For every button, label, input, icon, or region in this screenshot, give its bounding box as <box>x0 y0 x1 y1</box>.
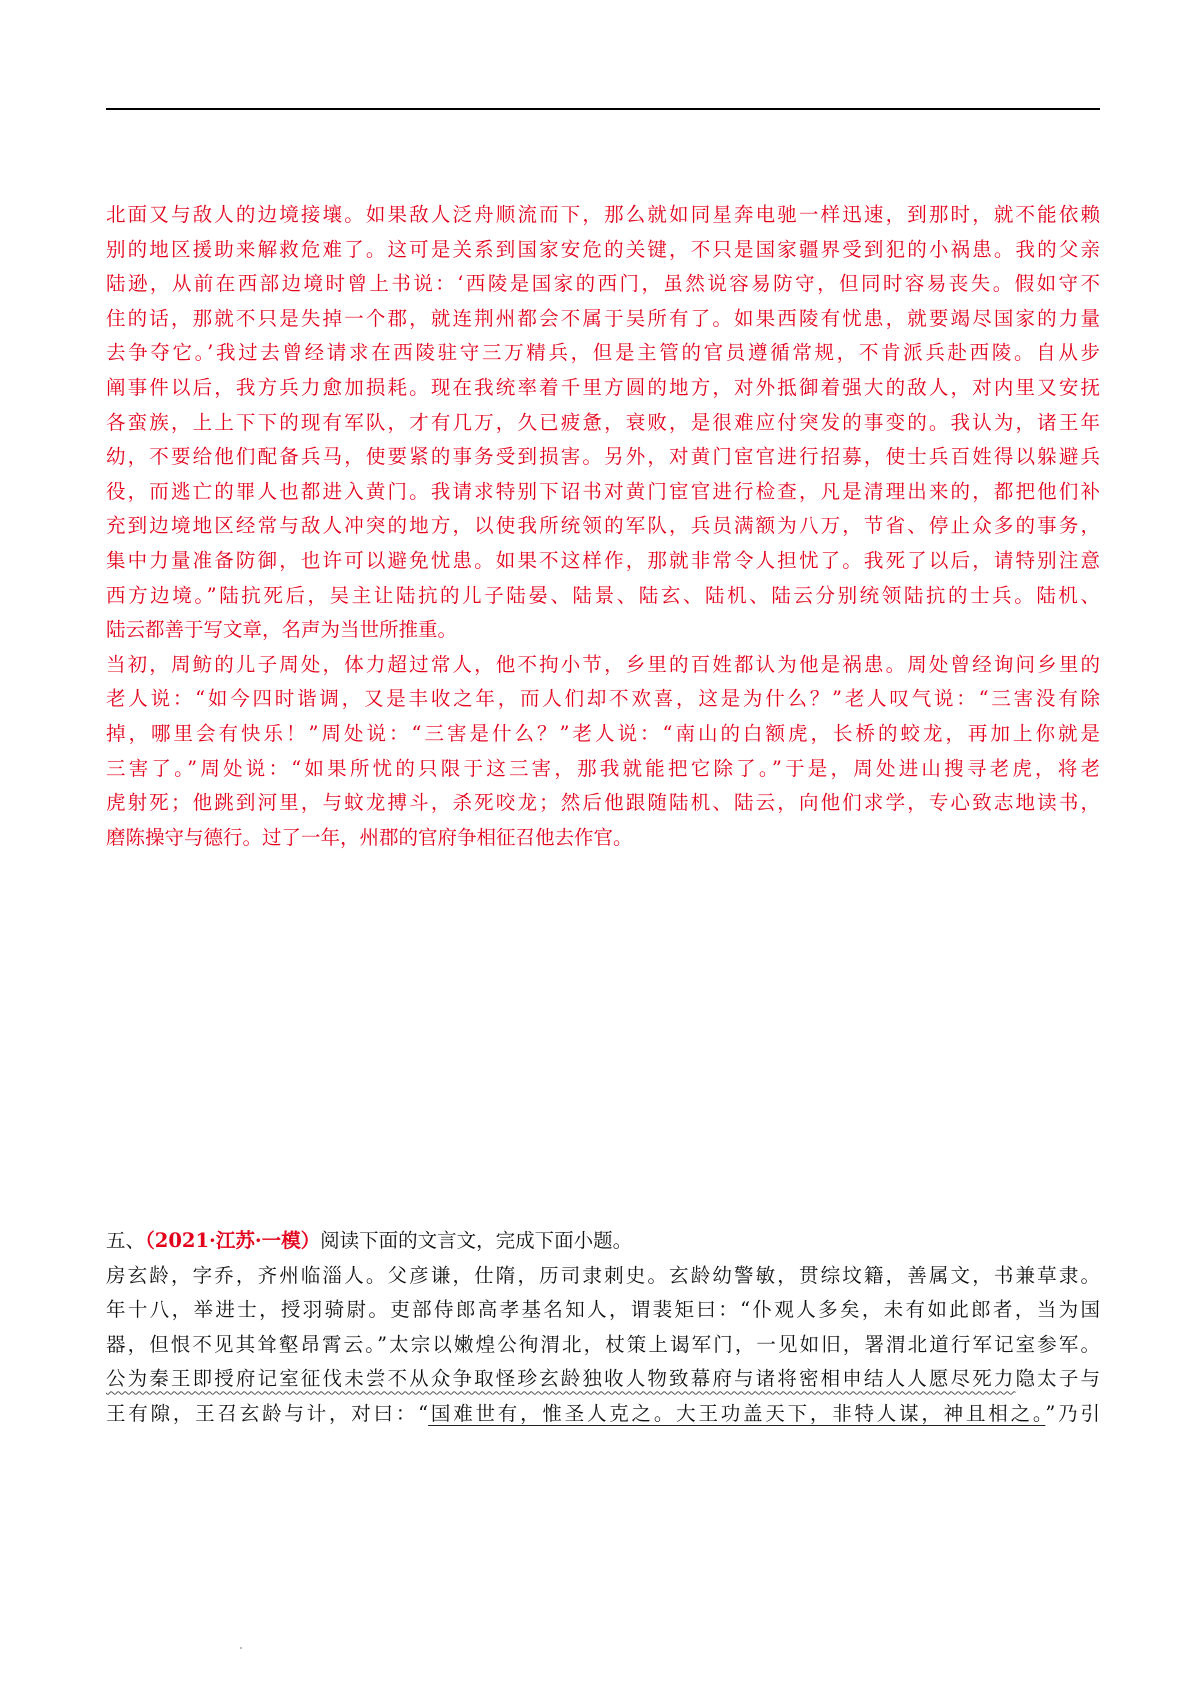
text-line: 三害了。”周处说：“如果所忧的只限于这三害，那我就能把它除了。”于是，周处进山搜寻老虎，将老 <box>106 756 1100 780</box>
text-line: 老人说：“如今四时谐调，又是丰收之年，而人们却不欢喜，这是为什么？”老人叹气说：“三害没有除 <box>106 687 1100 711</box>
passage-line <box>106 1362 1100 1397</box>
question-source: （2021·江苏·一模） <box>145 1229 321 1252</box>
passage-text: 王有隙，王召玄龄与计，对曰：“ <box>106 1401 429 1425</box>
text-line: 幼，不要给他们配备兵马，使要紧的事务受到损害。另外，对黄门宦官进行招募，使士兵百姓得以躲避兵 <box>106 445 1100 469</box>
text-line: 磨陈操守与德行。过了一年，州郡的官府争相征召他去作官。 <box>106 825 633 849</box>
translation-paragraph-1 <box>106 198 1100 648</box>
translation-section <box>106 198 1100 855</box>
text-line: 陆云都善于写文章，名声为当世所推重。 <box>106 618 458 642</box>
translation-paragraph-2 <box>106 648 1100 856</box>
text-line: 当初，周鲂的儿子周处，体力超过常人，他不拘小节，乡里的百姓都认为他是祸患。周处曾经询问乡里的 <box>106 652 1100 676</box>
text-line: 阐事件以后，我方兵力愈加损耗。现在我统率着千里方圆的地方，对外抵御着强大的敌人，对内里又安抚 <box>106 375 1100 399</box>
passage-text: 隐太子与 <box>1015 1367 1100 1391</box>
text-line: 集中力量准备防御，也许可以避免忧患。如果不这样作，那就非常令人担忧了。我死了以后，请特别注意 <box>106 548 1100 572</box>
passage-line: 房玄龄，字乔，齐州临淄人。父彦谦，仕隋，历司隶刺史。玄龄幼警敏，贯综坟籍，善属文，书兼草隶。 <box>106 1263 1100 1287</box>
text-line: 虎射死；他跳到河里，与蚊龙搏斗，杀死咬龙；然后他跟随陆机、陆云，向他们求学，专心致志地读书， <box>106 791 1100 815</box>
underlined-sentence: 国难世有，惟圣人克之。大王功盖天下，非特人谋，神且相之。 <box>428 1401 1046 1425</box>
wavy-underlined-text: 公为秦王即授府记室征伐未尝不从众争取怪珍玄龄独收人物致幕府与诸将密相申结人人愿尽死力 <box>106 1367 1016 1391</box>
passage-line: 年十八，举进士，授羽骑尉。吏部侍郎高孝基名知人，谓裴矩曰：“仆观人多矣，未有如此郎者，当为国 <box>106 1298 1100 1322</box>
text-line: 充到边境地区经常与敌人冲突的地方，以使我所统领的军队，兵员满额为八万，节省、停止众多的事务， <box>106 514 1100 538</box>
text-line: 去争夺它。’我过去曾经请求在西陵驻守三万精兵，但是主管的官员遵循常规，不肯派兵赴西陵。自从步 <box>106 341 1100 365</box>
header-rule <box>106 108 1100 110</box>
question-title <box>106 1224 1100 1259</box>
text-line: 北面又与敌人的边境接壤。如果敌人泛舟顺流而下，那么就如同星奔电驰一样迅速，到那时，就不能依赖 <box>106 203 1100 226</box>
question-number: 五、 <box>106 1229 146 1252</box>
text-line: 别的地区援助来解救危难了。这可是关系到国家安危的关键，不只是国家疆界受到犯的小祸患。我的父亲 <box>106 237 1100 261</box>
passage-text: ”乃引 <box>1045 1401 1100 1425</box>
passage-line <box>106 1397 1100 1432</box>
text-line: 住的话，那就不只是失掉一个郡，就连荆州都会不属于吴所有了。如果西陵有忧患，就要竭尽国家的力量 <box>106 306 1100 330</box>
question-instruction: 阅读下面的文言文，完成下面小题。 <box>320 1229 633 1252</box>
text-line: 西方边境。”陆抗死后，吴主让陆抗的儿子陆晏、陆景、陆玄、陆机、陆云分别统领陆抗的士兵。陆机、 <box>106 583 1100 607</box>
stray-dot <box>240 1647 242 1649</box>
text-line: 掉，哪里会有快乐！”周处说：“三害是什么？”老人说：“南山的白额虎，长桥的蛟龙，再加上你就是 <box>106 721 1100 745</box>
text-line: 役，而逃亡的罪人也都进入黄门。我请求特别下诏书对黄门宦官进行检查，凡是清理出来的，都把他们补 <box>106 479 1100 503</box>
text-line: 各蛮族，上上下下的现有军队，才有几万，久已疲惫，衰败，是很难应付突发的事变的。我认为，诸王年 <box>106 410 1100 434</box>
question-section <box>106 1224 1100 1432</box>
text-line: 陆逊，从前在西部边境时曾上书说：‘西陵是国家的西门，虽然说容易防守，但同时容易丧失。假如守不 <box>106 272 1100 296</box>
passage-line: 器，但恨不见其耸壑昂霄云。”太宗以嫩煌公徇渭北，杖策上谒军门，一见如旧，署渭北道行军记室参军。 <box>106 1332 1100 1356</box>
